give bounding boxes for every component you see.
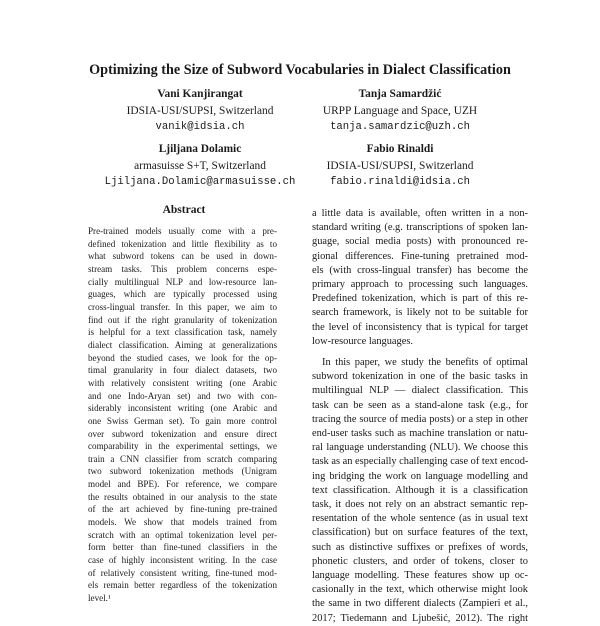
body-paragraph-2 [312,356,528,626]
paper-title: Optimizing the Size of Subword Vocabularies in Dialect Classification [89,62,511,78]
text-line: models. We show that models trained from [88,517,277,528]
text-line: scratch with an optimal tokenization level per- [88,529,277,540]
text-line: level.¹ [88,593,111,604]
author-name: Fabio Rinaldi [366,143,434,155]
text-line: defined tokenization and little flexibility as to [88,238,277,249]
text-line: siderably inconsistent writing (one Arabic and [88,403,277,414]
text-line: classification) but on surface features of the text, [312,527,528,539]
text-line: primary approach to processing such languages. [312,279,528,291]
text-line: 2017; Tiedemann and Ljubešić, 2012). The right [312,612,528,624]
text-line: beyond the studied cases, we look for the op- [88,352,277,363]
text-line: timal granularity in four dialect datasets, two [88,365,277,376]
text-line: guages, which are typically processed using [88,289,277,300]
text-line: of the art achieved by fine-tuning pre-trained [88,504,277,515]
text-line: one Swiss German set). To gain more control [88,415,277,426]
text-line: case of highly inconsistent writing. In the case [88,555,277,566]
text-line: the same in two different dialects (Zampieri et al., [312,598,528,610]
text-line: multilingual NLP — dialect classification. This [312,385,528,397]
text-line: cross-lingual transfer. In this paper, we aim to [88,301,277,312]
author-affiliation: armasuisse S+T, Switzerland [134,159,266,172]
text-line: of relatively consistent writing, fine-tuned mod- [88,567,277,578]
text-line: what subword tokens can be used in down- [88,251,277,262]
text-line: ral language understanding (NLU). We choose this [312,442,528,454]
author-block-2 [275,86,525,136]
text-line: language modelling. These features show up oc- [312,570,528,582]
text-line: Predefined tokenization, which is part of this re- [312,293,528,305]
text-line: such as distinctive suffixes or prefixes of words, [312,541,528,553]
text-line: casionally in the text, which otherwise might look [312,584,528,596]
text-line: standard writing (e.g. transcriptions of spoken lan- [312,222,528,234]
abstract-body [88,225,277,605]
author-email[interactable]: fabio.rinaldi@idsia.ch [330,176,470,188]
body-paragraph-1 [312,207,528,349]
text-line: with relatively consistent writing (one Arabic [88,377,277,388]
text-line: over subword tokenization and ensure direct [88,428,277,439]
text-line: task can be seen as a stand-alone task (e.g., for [312,399,528,411]
text-line: guage, social media posts) with pronounced re- [312,236,528,248]
text-line: In this paper, we study the benefits of optimal [322,357,528,369]
text-line: Pre-trained models usually come with a pre- [88,226,277,236]
body-text-right-column [312,207,528,626]
text-line: stream tasks. This problem concerns espe- [88,263,277,274]
text-line: cially multilingual NLP and low-resource lan- [88,276,277,287]
author-name: Tanja Samardžić [358,88,442,100]
text-line: els (with cross-lingual transfer) has become the [312,264,528,276]
author-name: Ljiljana Dolamic [158,143,242,155]
text-line: text classification. Although it is a classification [312,484,528,496]
text-line: tracing the source of media posts) or a step in other [312,413,528,425]
text-line: task, it does not rely on an abstract semantic rep- [312,499,528,511]
text-line: find out if the right granularity of tokenization [88,314,277,325]
text-line: train a CNN classifier from scratch comparing [88,453,277,464]
text-line: the results obtained in our analysis to the state [88,491,277,502]
text-line: end-user tasks such as machine translation or natu- [312,428,528,440]
text-line: low-resource languages. [312,335,413,347]
text-line: task as an especially challenging case of text encod- [312,456,529,468]
author-affiliation: IDSIA-USI/SUPSI, Switzerland [326,159,474,172]
text-line: phonetic clusters, and order of tokens, closer to [312,555,528,567]
author-affiliation: URPP Language and Space, UZH [322,104,478,117]
text-line: search framework, is likely not to be suitable for [312,307,528,319]
text-line: dialect classification. Aiming at generalizations [88,339,277,350]
author-email[interactable]: vanik@idsia.ch [155,121,245,133]
text-line: subword tokenization in one of the basic tasks in [312,371,528,383]
text-line: resentation of the whole sentence (as in usual text [312,513,528,525]
author-name: Vani Kanjirangat [157,88,243,100]
text-line: two subword tokenization methods (Unigram [88,466,277,477]
text-line: form better than fine-tuned classifiers in the [88,542,277,553]
text-line: comparability in the experimental settings, we [88,441,277,452]
author-email[interactable]: tanja.samardzic@uzh.ch [330,121,470,133]
text-line: ing bridging the work on language modelling and [312,470,528,482]
text-line: and one Indo-Aryan set) and two with con- [88,390,277,401]
abstract-heading: Abstract [162,204,206,216]
author-email[interactable]: Ljiljana.Dolamic@armasuisse.ch [104,176,296,188]
text-line: a little data is available, often written in a non- [312,208,528,219]
author-block-4 [275,141,525,191]
text-line: is helpful for a text classification task, namely [88,327,277,338]
author-affiliation: IDSIA-USI/SUPSI, Switzerland [126,104,274,117]
text-line: gional differences. Fine-tuning pretrained mod- [312,250,528,262]
text-line: els remain better regardless of the tokenization [88,580,277,591]
text-line: the level of inconsistency that is typical for target [312,321,528,333]
text-line: model and BPE). For reference, we compare [88,479,277,490]
